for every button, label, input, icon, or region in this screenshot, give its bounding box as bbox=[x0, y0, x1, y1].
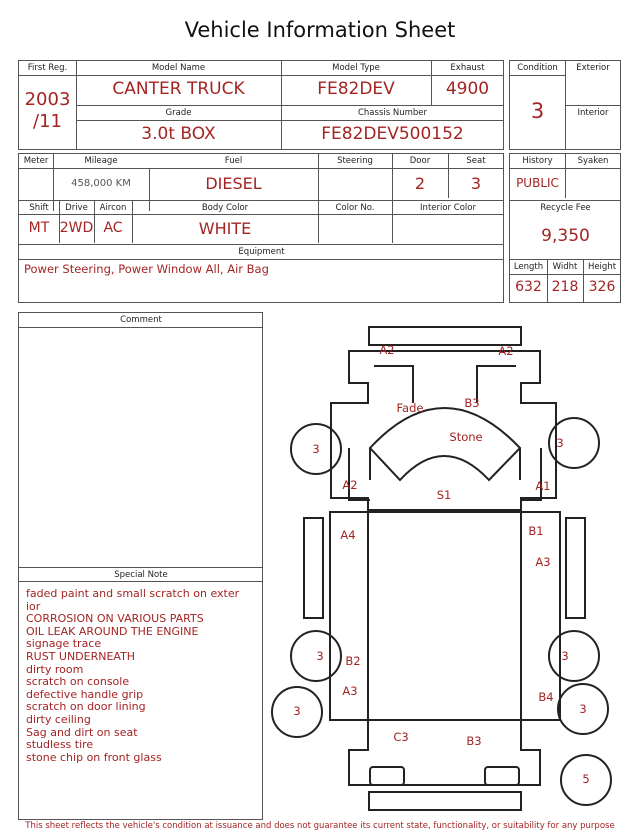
headlight-right bbox=[477, 366, 516, 403]
special-note-item: scratch on door lining bbox=[26, 700, 146, 714]
damage-mark: B1 bbox=[528, 524, 544, 538]
cargo-box-outline bbox=[330, 512, 560, 720]
special-note-label: Special Note bbox=[114, 570, 168, 580]
door-label: Door bbox=[409, 156, 431, 166]
hood-line bbox=[368, 383, 521, 403]
damage-mark: A1 bbox=[535, 479, 551, 493]
side-guard-right bbox=[566, 518, 585, 618]
damage-mark: A3 bbox=[342, 684, 358, 698]
seat-label: Seat bbox=[466, 156, 486, 166]
special-note-item: dirty room bbox=[26, 662, 84, 676]
tire-rating: 3 bbox=[561, 649, 569, 663]
special-note-item: OIL LEAK AROUND THE ENGINE bbox=[26, 624, 199, 638]
damage-mark: Stone bbox=[449, 430, 483, 444]
recycle-fee-value: 9,350 bbox=[541, 226, 590, 246]
steering-label: Steering bbox=[337, 156, 373, 166]
equipment-value: Power Steering, Power Window All, Air Bag bbox=[24, 262, 269, 276]
length-label: Length bbox=[513, 262, 544, 272]
height-value: 326 bbox=[588, 279, 616, 295]
side-guard-left bbox=[304, 518, 323, 618]
rear-light-right bbox=[485, 767, 519, 785]
mileage-label: Mileage bbox=[84, 156, 118, 166]
history-value: PUBLIC bbox=[516, 176, 559, 190]
rear-light-left bbox=[370, 767, 404, 785]
damage-mark: A3 bbox=[535, 555, 551, 569]
recycle-fee-label: Recycle Fee bbox=[540, 203, 591, 213]
width-label: Widht bbox=[552, 262, 578, 272]
special-note-item: Sag and dirt on seat bbox=[26, 725, 138, 739]
disclaimer-footer: This sheet reflects the vehicle's condition at issuance and does not guarantee its current state, functionality, or suitability for any purpose bbox=[25, 821, 615, 831]
special-note-item: scratch on console bbox=[26, 675, 130, 689]
damage-mark: A2 bbox=[498, 344, 514, 358]
body-color-value: WHITE bbox=[198, 219, 252, 238]
model-name-value: CANTER TRUCK bbox=[112, 79, 245, 99]
tire-rating: 3 bbox=[312, 442, 320, 456]
drive-value: 2WD bbox=[59, 220, 94, 236]
damage-mark: Fade bbox=[396, 401, 424, 415]
exhaust-label: Exhaust bbox=[450, 63, 485, 73]
damage-mark: A4 bbox=[340, 528, 356, 542]
special-note-item: ior bbox=[26, 599, 41, 613]
shift-value: MT bbox=[28, 220, 50, 236]
comment-label: Comment bbox=[120, 315, 162, 325]
grade-label: Grade bbox=[165, 108, 192, 118]
height-label: Height bbox=[587, 262, 617, 272]
windshield-outline bbox=[370, 408, 520, 480]
special-note-item: defective handle grip bbox=[26, 687, 144, 701]
damage-mark: B3 bbox=[466, 734, 482, 748]
grade-value: 3.0t BOX bbox=[141, 124, 216, 144]
special-note-item: studless tire bbox=[26, 738, 94, 752]
model-type-value: FE82DEV bbox=[317, 79, 395, 99]
door-value: 2 bbox=[414, 174, 426, 193]
interior-label: Interior bbox=[577, 108, 609, 118]
tire-rating: 3 bbox=[556, 436, 564, 450]
fuel-value: DIESEL bbox=[205, 174, 262, 193]
cab-inner-line bbox=[370, 448, 520, 480]
damage-mark: C3 bbox=[393, 730, 409, 744]
rear-bumper-outline bbox=[369, 792, 521, 810]
equipment-label: Equipment bbox=[238, 247, 285, 257]
history-label: History bbox=[522, 156, 553, 166]
condition-label: Condition bbox=[517, 63, 558, 73]
model-name-label: Model Name bbox=[151, 63, 206, 73]
aircon-label: Aircon bbox=[99, 203, 127, 213]
model-type-label: Model Type bbox=[332, 63, 380, 73]
damage-mark: B2 bbox=[345, 654, 361, 668]
headlight-left bbox=[374, 366, 413, 403]
fuel-label: Fuel bbox=[224, 156, 243, 166]
tire-rating: 3 bbox=[293, 704, 301, 718]
body-color-label: Body Color bbox=[201, 203, 249, 213]
cab-outline bbox=[331, 351, 556, 510]
sheet-title: Vehicle Information Sheet bbox=[184, 18, 456, 42]
first-reg-label: First Reg. bbox=[27, 63, 68, 73]
first-reg-year: 2003 bbox=[24, 89, 71, 110]
cargo-box-inner bbox=[368, 512, 521, 720]
special-note-item: stone chip on front glass bbox=[26, 750, 162, 764]
exterior-label: Exterior bbox=[576, 63, 610, 73]
chassis-number-value: FE82DEV500152 bbox=[321, 124, 464, 144]
interior-color-label: Interior Color bbox=[420, 203, 476, 213]
special-note-item: signage trace bbox=[26, 637, 102, 651]
damage-mark: A2 bbox=[342, 478, 358, 492]
damage-mark: A2 bbox=[379, 343, 395, 357]
damage-mark: S1 bbox=[436, 488, 452, 502]
exhaust-value: 4900 bbox=[445, 79, 490, 99]
aircon-value: AC bbox=[103, 220, 123, 236]
condition-value: 3 bbox=[530, 99, 545, 123]
damage-mark: B4 bbox=[538, 690, 554, 704]
meter-label: Meter bbox=[23, 156, 49, 166]
mileage-value: 458,000 KM bbox=[71, 178, 131, 189]
damage-mark: B3 bbox=[464, 396, 480, 410]
special-note-item: RUST UNDERNEATH bbox=[26, 649, 136, 663]
color-no-label: Color No. bbox=[335, 203, 375, 213]
special-note-item: dirty ceiling bbox=[26, 712, 91, 726]
first-reg-month: /11 bbox=[33, 111, 62, 132]
special-note-item: faded paint and small scratch on exter bbox=[26, 587, 240, 600]
rear-frame bbox=[349, 720, 540, 785]
width-value: 218 bbox=[551, 279, 579, 295]
mirror-left bbox=[349, 448, 370, 500]
tire-rear-right-outer bbox=[549, 631, 599, 681]
tire-rating: 3 bbox=[579, 702, 587, 716]
chassis-number-label: Chassis Number bbox=[357, 108, 428, 118]
seat-value: 3 bbox=[470, 174, 482, 193]
tire-rating: 5 bbox=[582, 772, 590, 786]
length-value: 632 bbox=[515, 279, 542, 295]
syaken-label: Syaken bbox=[577, 156, 609, 166]
tire-rating: 3 bbox=[316, 649, 324, 663]
shift-label: Shift bbox=[29, 203, 49, 213]
special-note-item: CORROSION ON VARIOUS PARTS bbox=[26, 612, 204, 626]
drive-label: Drive bbox=[65, 203, 88, 213]
